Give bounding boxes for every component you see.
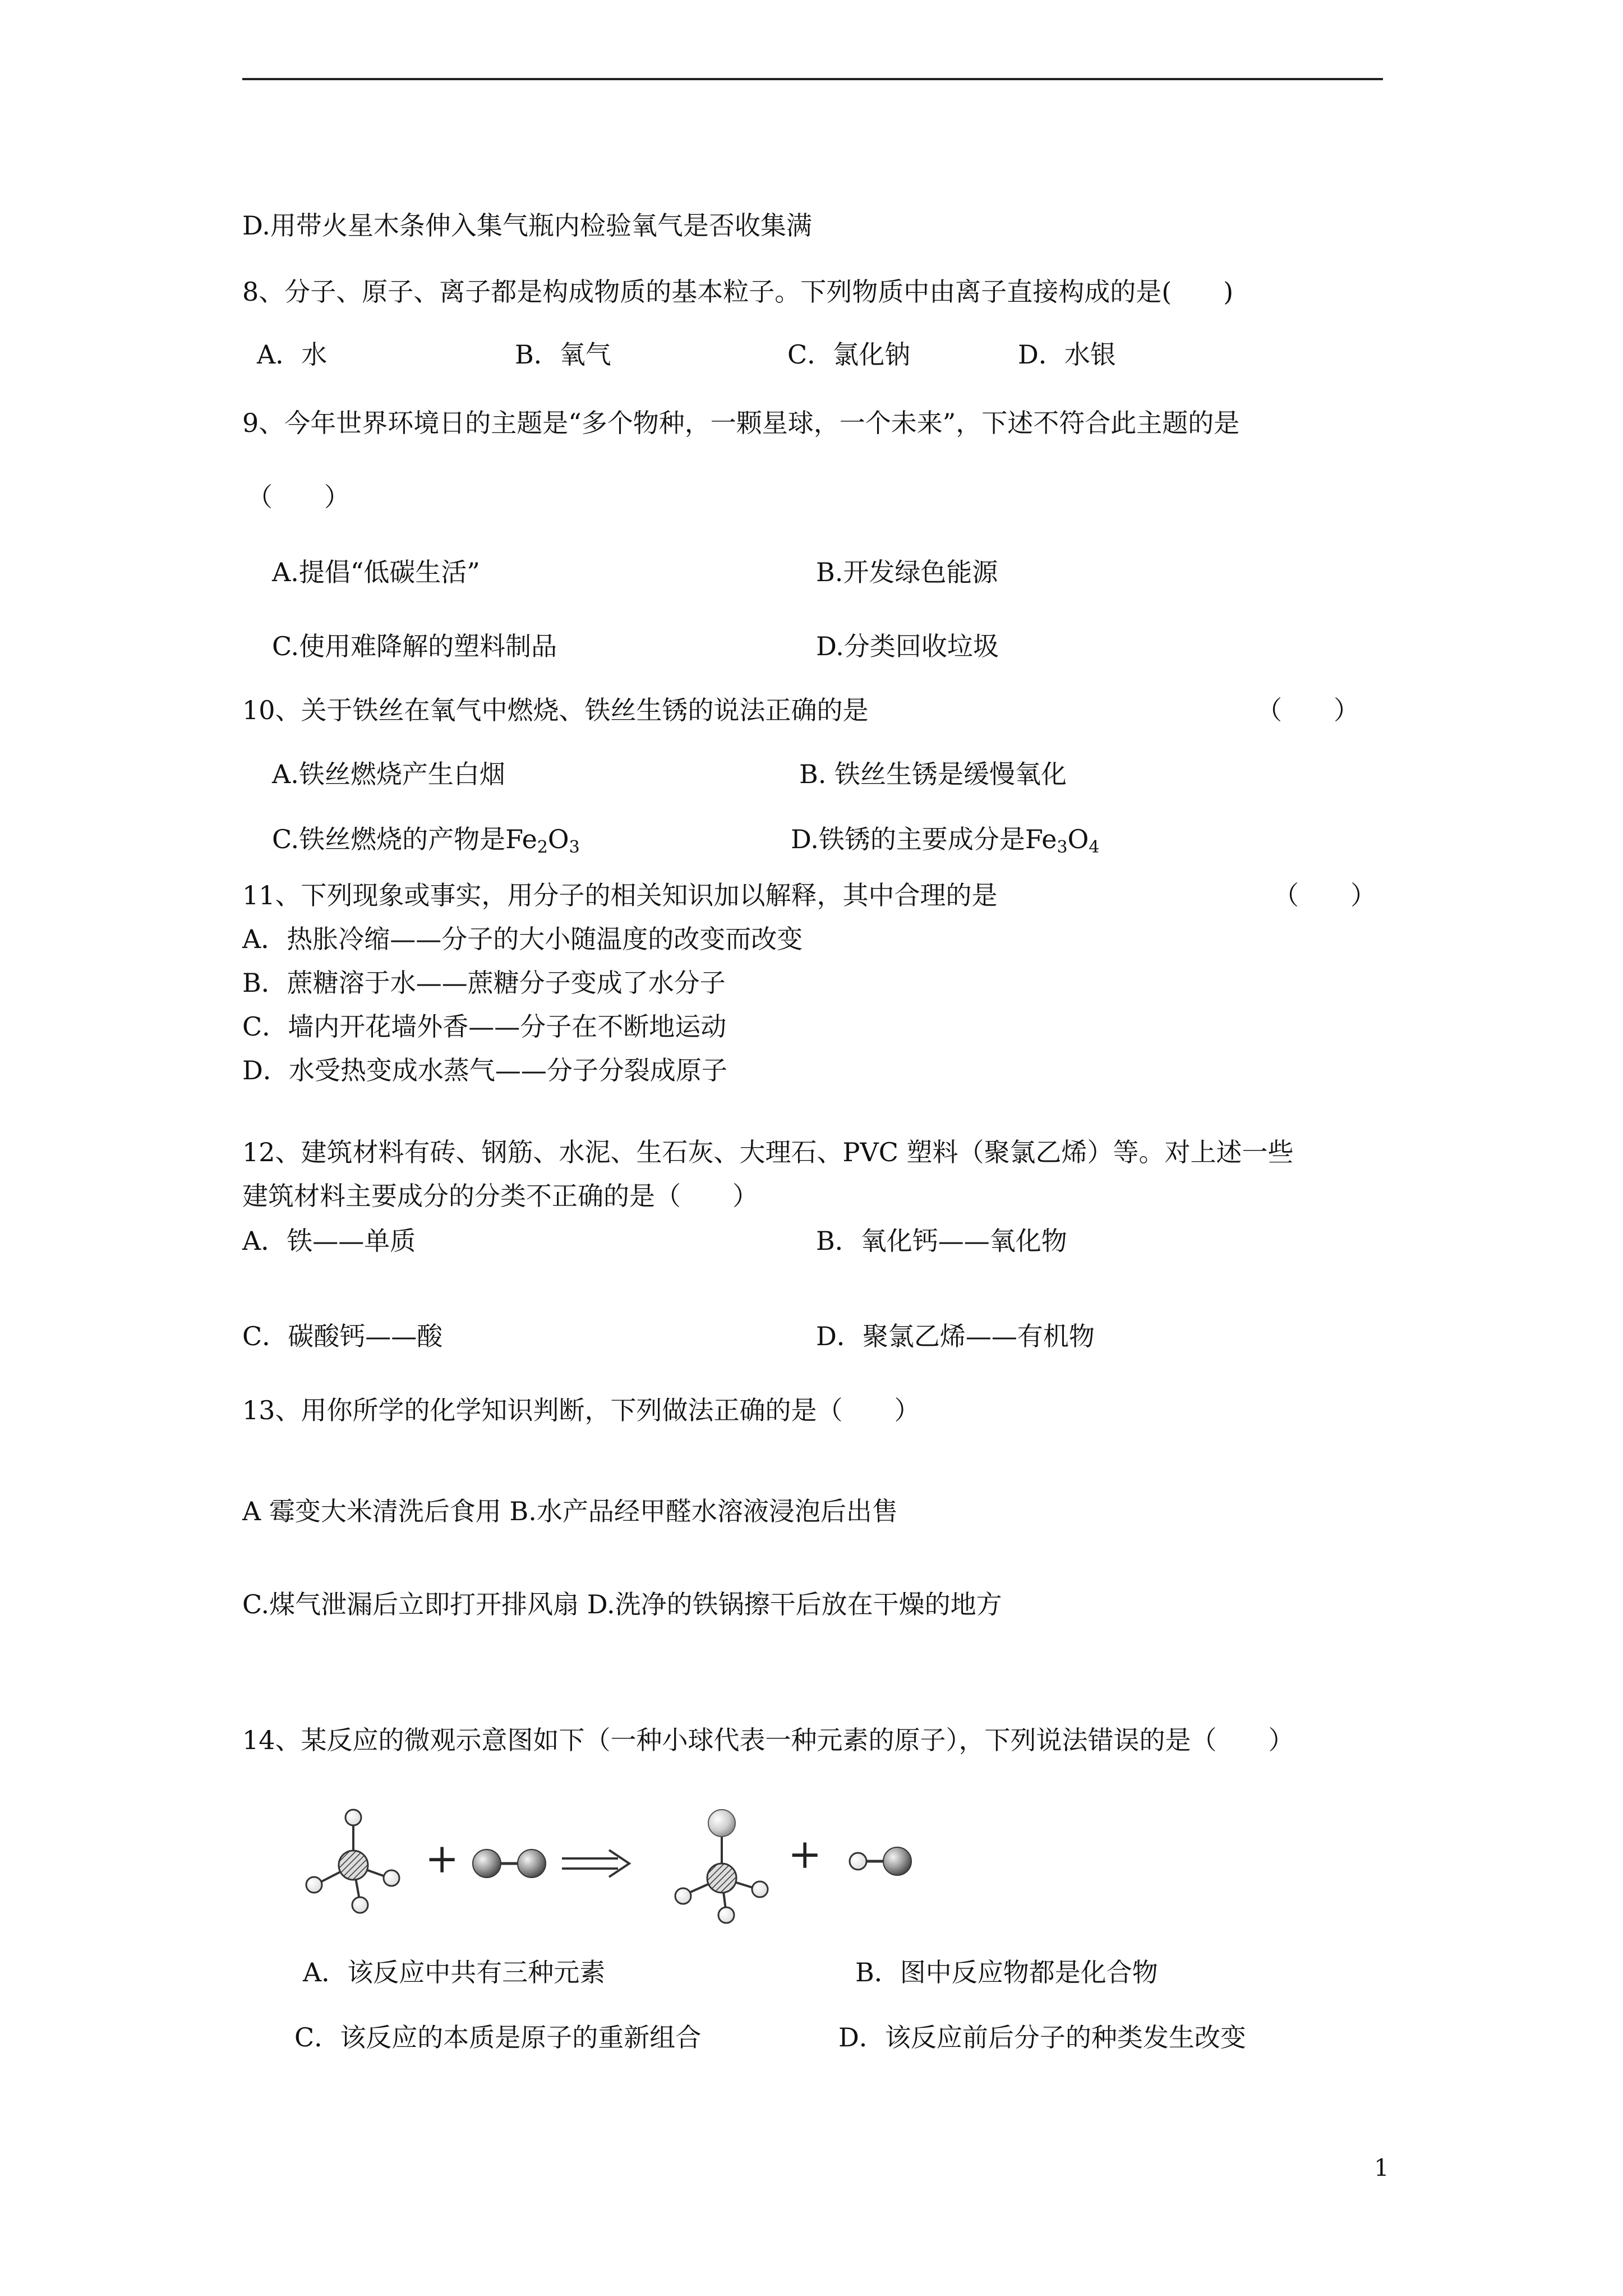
q8-option-a: A．水	[257, 339, 328, 370]
q13-stem: 13、用你所学的化学知识判断，下列做法正确的是（ ）	[242, 1395, 920, 1425]
q14-option-c: C．该反应的本质是原子的重新组合	[294, 2022, 702, 2053]
q10-paren: （ ）	[1256, 695, 1359, 725]
q9-option-c: C.使用难降解的塑料制品	[272, 631, 557, 661]
product-molecule-1	[675, 1810, 768, 1923]
q13-options-ab: A 霉变大米清洗后食用 B.水产品经甲醛水溶液浸泡后出售	[242, 1496, 898, 1526]
reaction-diagram	[297, 1795, 987, 1930]
q10-option-a: A.铁丝燃烧产生白烟	[272, 759, 505, 789]
q9-option-d: D.分类回收垃圾	[816, 631, 999, 661]
q14-option-b: B．图中反应物都是化合物	[855, 1957, 1158, 1987]
q14-option-a: A．该反应中共有三种元素	[303, 1957, 606, 1987]
reaction-arrow	[562, 1850, 629, 1877]
q12-option-a: A．铁——单质	[242, 1226, 416, 1256]
q10-option-c: C.铁丝燃烧的产物是$Fe_2O_3$	[272, 824, 580, 857]
q14-stem: 14、某反应的微观示意图如下（一种小球代表一种元素的原子），下列说法错误的是（ ）	[242, 1725, 1294, 1755]
q8-option-d: D．水银	[1018, 339, 1116, 370]
q11-stem: 11、下列现象或事实，用分子的相关知识加以解释，其中合理的是	[242, 880, 998, 910]
q12-stem-line1: 12、建筑材料有砖、钢筋、水泥、生石灰、大理石、PVC 塑料（聚氯乙烯）等。对上述一些	[242, 1137, 1294, 1167]
q12-stem-line2: 建筑材料主要成分的分类不正确的是（ ）	[242, 1181, 758, 1211]
q10-option-d: D.铁锈的主要成分是$Fe_3O_4$	[791, 824, 1100, 857]
q11-paren: （ ）	[1273, 880, 1376, 910]
q12-option-b: B．氧化钙——氧化物	[816, 1226, 1067, 1256]
q11-option-b: B．蔗糖溶于水——蔗糖分子变成了水分子	[242, 968, 726, 998]
q9-paren: （ ）	[247, 482, 350, 512]
plus-sign-2: +	[788, 1830, 822, 1878]
q7-option-d: D.用带火星木条伸入集气瓶内检验氧气是否收集满	[242, 210, 812, 241]
q10-stem: 10、关于铁丝在氧气中燃烧、铁丝生锈的说法正确的是	[242, 695, 869, 725]
reactant-molecule-2	[473, 1849, 546, 1878]
plus-sign-1: +	[425, 1835, 459, 1882]
q11-option-c: C．墙内开花墙外香——分子在不断地运动	[242, 1011, 727, 1042]
q14-option-d: D．该反应前后分子的种类发生改变	[838, 2022, 1246, 2053]
q9-option-b: B.开发绿色能源	[816, 557, 998, 587]
q12-option-c: C．碳酸钙——酸	[242, 1321, 443, 1351]
q8-stem: 8、分子、原子、离子都是构成物质的基本粒子。下列物质中由离子直接构成的是( )	[242, 277, 1234, 307]
q11-option-d: D．水受热变成水蒸气——分子分裂成原子	[242, 1055, 727, 1085]
product-molecule-2	[850, 1847, 911, 1875]
page-number: 1	[1374, 2154, 1389, 2182]
q10-option-b: B. 铁丝生锈是缓慢氧化	[799, 759, 1067, 789]
q12-option-d: D．聚氯乙烯——有机物	[816, 1321, 1095, 1351]
header-rule	[242, 78, 1383, 80]
q8-option-c: C．氯化钠	[787, 339, 911, 370]
q8-option-b: B．氧气	[515, 339, 611, 370]
q11-option-a: A．热胀冷缩——分子的大小随温度的改变而改变	[242, 924, 803, 954]
q13-options-cd: C.煤气泄漏后立即打开排风扇 D.洗净的铁锅擦干后放在干燥的地方	[242, 1589, 1002, 1619]
q9-option-a: A.提倡“低碳生活”	[272, 557, 480, 587]
reactant-molecule-1	[306, 1810, 399, 1913]
q9-stem: 9、今年世界环境日的主题是“多个物种，一颗星球，一个未来”，下述不符合此主题的是	[242, 408, 1240, 438]
